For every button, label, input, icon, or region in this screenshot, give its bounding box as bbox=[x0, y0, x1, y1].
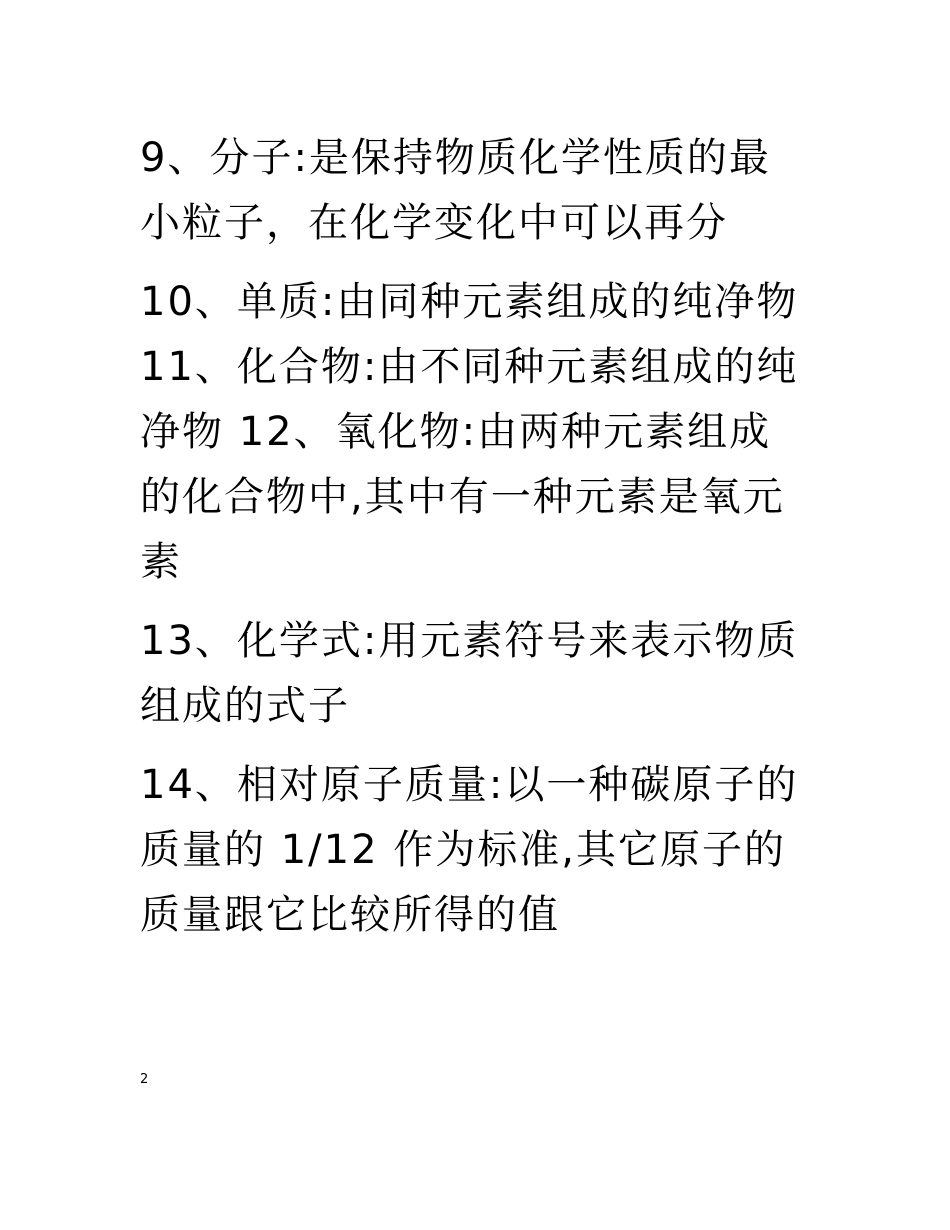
document-body bbox=[140, 126, 810, 962]
paragraph-chemical-formula: 13、化学式:用元素符号来表示物质组成的式子 bbox=[140, 618, 799, 729]
paragraph-molecule: 9、分子:是保持物质化学性质的最小粒子，在化学变化中可以再分 bbox=[140, 135, 771, 246]
paragraph-elements-compounds-oxides: 10、单质:由同种元素组成的纯净物 11、化合物:由不同种元素组成的纯净物 12、氧化物:由两种元素组成的化合物中,其中有一种元素是氧元素 bbox=[140, 279, 799, 585]
page-number: 2 bbox=[140, 1072, 149, 1087]
paragraph-relative-atomic-mass: 14、相对原子质量:以一种碳原子的质量的 1/12 作为标准,其它原子的质量跟它比较所得的值 bbox=[140, 762, 799, 938]
